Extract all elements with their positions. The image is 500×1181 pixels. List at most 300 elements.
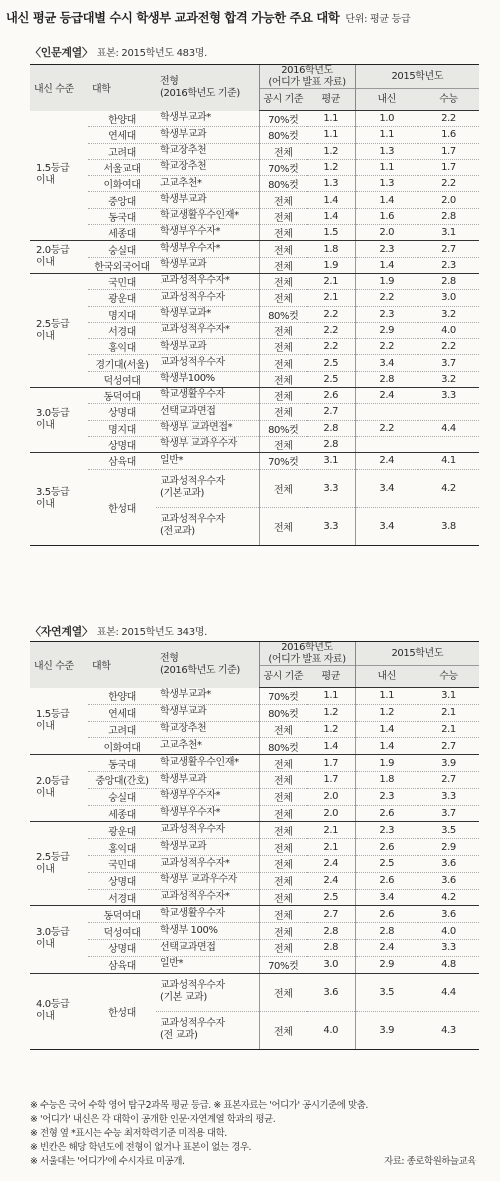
naesin-cell: 2.8	[355, 371, 418, 387]
admission-track-line: 학생부교과	[160, 193, 207, 205]
criterion-cell: 전체	[259, 507, 307, 545]
header-track-label: 전형	[160, 75, 179, 87]
admission-track	[156, 973, 259, 1011]
admission-track-line: 학생부교과	[160, 340, 207, 352]
university-name: 세종대	[88, 805, 156, 822]
admission-track-line: 학생부교과	[160, 706, 207, 718]
university-name: 연세대	[88, 704, 156, 721]
table-row	[30, 872, 479, 889]
naesin-cell: 2.2	[355, 420, 418, 436]
admission-track	[156, 225, 259, 241]
criterion-cell: 전체	[259, 721, 307, 738]
naesin-cell: 3.4	[355, 507, 418, 545]
admission-track-line: 학생부우수자*	[160, 790, 221, 802]
average-cell: 3.6	[307, 973, 355, 1011]
grade-level-line: 이내	[36, 330, 55, 342]
grade-level-line: 2.0등급	[36, 245, 70, 257]
admission-track	[156, 436, 259, 452]
grade-level	[30, 111, 88, 241]
criterion-cell: 70%컷	[259, 111, 307, 127]
section-head-natural	[30, 623, 207, 639]
university-name: 숭실대	[88, 241, 156, 257]
admission-track	[156, 721, 259, 738]
naesin-cell: 3.9	[355, 1011, 418, 1049]
suneung-cell: 4.8	[418, 956, 479, 973]
naesin-cell: 2.9	[355, 956, 418, 973]
naesin-cell	[355, 436, 418, 452]
average-cell: 1.4	[307, 192, 355, 208]
header-track-sub: (2016학년도 기준)	[160, 664, 240, 676]
header-suneung: 수능	[418, 89, 479, 111]
admission-track	[156, 241, 259, 257]
grade-level-line: 이내	[36, 420, 55, 432]
average-cell: 1.9	[307, 257, 355, 273]
average-cell: 1.2	[307, 143, 355, 159]
admission-track-line: 학생부교과	[160, 128, 207, 140]
naesin-cell: 2.3	[355, 822, 418, 839]
header-2016	[259, 65, 355, 89]
naesin-cell: 2.4	[355, 453, 418, 469]
suneung-cell: 3.1	[418, 688, 479, 705]
table-row	[30, 159, 479, 175]
average-cell: 2.1	[307, 839, 355, 856]
grade-level-line: 2.5등급	[36, 318, 70, 330]
admission-track	[156, 111, 259, 127]
suneung-cell: 3.7	[418, 805, 479, 822]
average-cell: 2.8	[307, 923, 355, 940]
criterion-cell: 전체	[259, 322, 307, 338]
admission-track-line: 교과성적우수자*	[160, 891, 230, 903]
admission-track-line: 학생부교과	[160, 259, 207, 271]
grade-level-line: 이내	[36, 863, 55, 875]
admission-track	[156, 404, 259, 420]
suneung-cell: 3.2	[418, 306, 479, 322]
average-cell: 1.5	[307, 225, 355, 241]
suneung-cell: 1.6	[418, 127, 479, 143]
university-name: 서경대	[88, 322, 156, 338]
admission-track-line: 학교생활우수자	[160, 389, 225, 401]
header-track	[156, 65, 259, 111]
naesin-cell: 2.0	[355, 225, 418, 241]
naesin-cell: 2.2	[355, 339, 418, 355]
criterion-cell: 전체	[259, 939, 307, 956]
section-sample: 표본: 2015학년도 343명.	[96, 627, 208, 638]
criterion-cell: 전체	[259, 923, 307, 940]
table-row	[30, 688, 479, 705]
criterion-cell: 전체	[259, 788, 307, 805]
admission-track-line: 고교추천*	[160, 177, 202, 189]
admission-track-line: 학생부우수자*	[160, 242, 221, 254]
university-name: 고려대	[88, 143, 156, 159]
table-row	[30, 388, 479, 404]
table-row	[30, 208, 479, 224]
suneung-cell: 4.3	[418, 1011, 479, 1049]
admission-track	[156, 688, 259, 705]
grade-level	[30, 755, 88, 822]
average-cell: 2.8	[307, 436, 355, 452]
criterion-cell: 80%컷	[259, 738, 307, 755]
admission-track	[156, 889, 259, 906]
suneung-cell: 2.8	[418, 273, 479, 289]
suneung-cell: 4.2	[418, 889, 479, 906]
naesin-cell: 2.6	[355, 839, 418, 856]
header-naesin: 내신	[355, 666, 418, 688]
table-row	[30, 839, 479, 856]
admission-track-line: 학생부교과	[160, 773, 207, 785]
suneung-cell: 4.4	[418, 420, 479, 436]
university-name: 상명대	[88, 436, 156, 452]
average-cell: 2.1	[307, 290, 355, 306]
university-name: 이화여대	[88, 176, 156, 192]
average-cell: 2.5	[307, 355, 355, 371]
criterion-cell: 전체	[259, 889, 307, 906]
grade-level-line: 2.5등급	[36, 851, 70, 863]
criterion-cell: 전체	[259, 257, 307, 273]
table-row	[30, 923, 479, 940]
table-row	[30, 771, 479, 788]
average-cell: 1.2	[307, 721, 355, 738]
section-title: 〈자연계열〉	[30, 625, 93, 638]
criterion-cell: 전체	[259, 973, 307, 1011]
university-name: 숭실대	[88, 788, 156, 805]
header-2015: 2015학년도	[355, 65, 479, 89]
university-name: 동국대	[88, 755, 156, 772]
source-credit: 자료: 종로학원하늘교육	[384, 1156, 476, 1167]
admission-track-line: 학교장추천	[160, 144, 207, 156]
naesin-cell: 1.1	[355, 688, 418, 705]
admission-track-line: 학생부 교과우수자	[160, 438, 237, 450]
admission-track	[156, 822, 259, 839]
average-cell: 2.4	[307, 872, 355, 889]
naesin-cell: 1.4	[355, 738, 418, 755]
table-row	[30, 755, 479, 772]
naesin-cell: 1.4	[355, 721, 418, 738]
admission-track	[156, 192, 259, 208]
footnote: ※ 서울대는 '어디가'에 수시자료 미공개.	[30, 1156, 185, 1167]
average-cell: 2.1	[307, 822, 355, 839]
criterion-cell: 전체	[259, 339, 307, 355]
admission-track	[156, 176, 259, 192]
table-row	[30, 956, 479, 973]
criterion-cell: 전체	[259, 755, 307, 772]
suneung-cell: 2.3	[418, 257, 479, 273]
table-row	[30, 339, 479, 355]
grade-level	[30, 973, 88, 1049]
suneung-cell: 2.7	[418, 738, 479, 755]
suneung-cell	[418, 404, 479, 420]
suneung-cell: 3.5	[418, 822, 479, 839]
admission-track-line: 학생부교과*	[160, 307, 211, 319]
suneung-cell: 3.3	[418, 939, 479, 956]
admission-track	[156, 738, 259, 755]
admission-track-line: (기본 교과)	[160, 992, 207, 1004]
admission-track	[156, 257, 259, 273]
average-cell: 4.0	[307, 1011, 355, 1049]
university-name: 한양대	[88, 688, 156, 705]
header-univ: 대학	[88, 642, 156, 688]
header-average: 평균	[307, 89, 355, 111]
grade-level	[30, 273, 88, 387]
table-row	[30, 889, 479, 906]
average-cell: 2.2	[307, 339, 355, 355]
table-row	[30, 257, 479, 273]
admission-track	[156, 906, 259, 923]
admission-table-humanities	[30, 64, 479, 546]
naesin-cell: 2.8	[355, 923, 418, 940]
admission-track-line: 교과성적우수자*	[160, 857, 230, 869]
header-2015: 2015학년도	[355, 642, 479, 666]
admission-track	[156, 755, 259, 772]
admission-track-line: 학교장추천	[160, 723, 207, 735]
naesin-cell: 2.3	[355, 788, 418, 805]
university-name: 서경대	[88, 889, 156, 906]
criterion-cell: 전체	[259, 805, 307, 822]
page-title: 내신 평균 등급대별 수시 학생부 교과전형 합격 가능한 주요 대학	[6, 11, 340, 25]
admission-track	[156, 143, 259, 159]
admission-track	[156, 956, 259, 973]
university-name: 명지대	[88, 420, 156, 436]
admission-track	[156, 306, 259, 322]
suneung-cell: 1.7	[418, 159, 479, 175]
average-cell: 3.0	[307, 956, 355, 973]
university-name: 국민대	[88, 273, 156, 289]
average-cell: 3.3	[307, 469, 355, 507]
naesin-cell: 1.1	[355, 159, 418, 175]
criterion-cell: 70%컷	[259, 688, 307, 705]
table-row	[30, 371, 479, 387]
admission-track	[156, 939, 259, 956]
criterion-cell: 80%컷	[259, 420, 307, 436]
university-name: 명지대	[88, 306, 156, 322]
grade-level	[30, 688, 88, 755]
header-2016-label: 2016학년도	[281, 65, 333, 76]
naesin-cell: 2.3	[355, 241, 418, 257]
header-2016	[259, 642, 355, 666]
university-name: 한국외국어대	[88, 257, 156, 273]
table-row	[30, 855, 479, 872]
naesin-cell: 2.2	[355, 290, 418, 306]
suneung-cell: 2.1	[418, 721, 479, 738]
admission-track	[156, 290, 259, 306]
header-suneung: 수능	[418, 666, 479, 688]
naesin-cell: 3.5	[355, 973, 418, 1011]
university-name: 동덕여대	[88, 388, 156, 404]
admission-track	[156, 339, 259, 355]
average-cell: 2.7	[307, 906, 355, 923]
table-row	[30, 436, 479, 452]
university-name: 상명대	[88, 872, 156, 889]
grade-level-line: 3.0등급	[36, 408, 70, 420]
table-row	[30, 306, 479, 322]
table-row	[30, 704, 479, 721]
suneung-cell: 3.6	[418, 855, 479, 872]
grade-level-line: 이내	[36, 498, 55, 510]
average-cell: 2.5	[307, 889, 355, 906]
suneung-cell: 2.2	[418, 176, 479, 192]
footnote: ※ 전형 옆 *표시는 수능 최저학력기준 미적용 대학.	[30, 1128, 227, 1139]
criterion-cell: 전체	[259, 192, 307, 208]
header-track-sub: (2016학년도 기준)	[160, 87, 240, 99]
criterion-cell: 전체	[259, 371, 307, 387]
grade-level	[30, 906, 88, 973]
table-row	[30, 469, 479, 507]
grade-level	[30, 453, 88, 545]
naesin-cell: 1.9	[355, 755, 418, 772]
average-cell: 2.2	[307, 322, 355, 338]
table-row	[30, 939, 479, 956]
table-row	[30, 355, 479, 371]
suneung-cell: 2.9	[418, 839, 479, 856]
admission-track	[156, 322, 259, 338]
average-cell: 3.1	[307, 453, 355, 469]
header-2016-label: 2016학년도	[281, 642, 333, 653]
university-name: 상명대	[88, 939, 156, 956]
grade-level-line: 이내	[36, 1011, 55, 1023]
admission-track	[156, 855, 259, 872]
naesin-cell: 2.4	[355, 388, 418, 404]
naesin-cell: 1.6	[355, 208, 418, 224]
university-name: 덕성여대	[88, 923, 156, 940]
suneung-cell: 4.4	[418, 973, 479, 1011]
grade-level-line: 2.0등급	[36, 776, 70, 788]
criterion-cell: 전체	[259, 273, 307, 289]
naesin-cell	[355, 404, 418, 420]
admission-track	[156, 127, 259, 143]
section-sample: 표본: 2015학년도 483명.	[96, 48, 208, 59]
admission-track	[156, 273, 259, 289]
naesin-cell: 2.3	[355, 306, 418, 322]
header-univ: 대학	[88, 65, 156, 111]
table-row	[30, 721, 479, 738]
average-cell: 2.2	[307, 306, 355, 322]
average-cell: 1.4	[307, 738, 355, 755]
average-cell: 1.4	[307, 208, 355, 224]
average-cell: 1.7	[307, 755, 355, 772]
title-row	[6, 8, 496, 26]
admission-track-line: 교과성적우수자	[160, 824, 225, 836]
footnote: ※ 수능은 국어 수학 영어 탐구2과목 평균 등급. ※ 표본자료는 '어디가' 공시기준에 맞춤.	[30, 1100, 368, 1111]
criterion-cell: 전체	[259, 469, 307, 507]
footnotes	[30, 1099, 480, 1169]
suneung-cell: 3.3	[418, 388, 479, 404]
grade-level-line: 이내	[36, 175, 55, 187]
criterion-cell: 전체	[259, 1011, 307, 1049]
criterion-cell: 80%컷	[259, 704, 307, 721]
suneung-cell: 3.9	[418, 755, 479, 772]
admission-track	[156, 872, 259, 889]
average-cell: 1.8	[307, 241, 355, 257]
suneung-cell: 3.6	[418, 872, 479, 889]
admission-track	[156, 371, 259, 387]
naesin-cell: 1.9	[355, 273, 418, 289]
admission-track	[156, 355, 259, 371]
suneung-cell: 2.2	[418, 111, 479, 127]
university-name: 광운대	[88, 822, 156, 839]
table-row	[30, 822, 479, 839]
grade-level-line: 이내	[36, 939, 55, 951]
suneung-cell: 2.1	[418, 704, 479, 721]
admission-track-line: 학교생활우수인재*	[160, 210, 239, 222]
admission-track	[156, 923, 259, 940]
average-cell: 2.4	[307, 855, 355, 872]
university-name: 삼육대	[88, 453, 156, 469]
admission-track-line: 교과성적우수자*	[160, 324, 230, 336]
naesin-cell: 1.3	[355, 176, 418, 192]
average-cell: 2.5	[307, 371, 355, 387]
admission-track-line: 교과성적우수자*	[160, 275, 230, 287]
criterion-cell: 전체	[259, 872, 307, 889]
naesin-cell: 2.9	[355, 322, 418, 338]
university-name: 국민대	[88, 855, 156, 872]
header-2016-sub: (어디가 발표 자료)	[268, 76, 346, 88]
university-name: 덕성여대	[88, 371, 156, 387]
header-track	[156, 642, 259, 688]
admission-track	[156, 704, 259, 721]
criterion-cell: 전체	[259, 822, 307, 839]
table-row	[30, 738, 479, 755]
criterion-cell: 전체	[259, 855, 307, 872]
admission-track-line: 학교생활우수자	[160, 908, 225, 919]
naesin-cell: 1.3	[355, 143, 418, 159]
admission-track	[156, 788, 259, 805]
table-row	[30, 805, 479, 822]
admission-track	[156, 469, 259, 507]
footnote: ※ 빈칸은 해당 학년도에 전형이 없거나 표본이 없는 경우.	[30, 1142, 252, 1153]
university-name: 삼육대	[88, 956, 156, 973]
admission-track	[156, 420, 259, 436]
admission-track-line: 선택교과면접	[160, 941, 216, 953]
admission-track-line: 일반*	[160, 958, 184, 970]
naesin-cell: 2.6	[355, 805, 418, 822]
criterion-cell: 80%컷	[259, 176, 307, 192]
university-name: 동국대	[88, 208, 156, 224]
table-row	[30, 273, 479, 289]
admission-track-line: (기본교과)	[160, 488, 205, 500]
university-name: 경기대(서울)	[88, 355, 156, 371]
section-head-humanities	[30, 44, 207, 60]
grade-level-line: 이내	[36, 257, 55, 269]
grade-level	[30, 822, 88, 906]
grade-level-line: 1.5등급	[36, 163, 70, 175]
admission-track-line: 교과성적우수자	[160, 291, 225, 303]
average-cell: 1.7	[307, 771, 355, 788]
suneung-cell: 2.7	[418, 241, 479, 257]
university-name: 동덕여대	[88, 906, 156, 923]
table-row	[30, 143, 479, 159]
header-2016-sub: (어디가 발표 자료)	[268, 653, 346, 665]
criterion-cell: 전체	[259, 404, 307, 420]
grade-level-line: 이내	[36, 720, 55, 732]
admission-track-line: 학생부100%	[160, 373, 215, 385]
suneung-cell: 4.2	[418, 469, 479, 507]
grade-level	[30, 241, 88, 274]
grade-level	[30, 388, 88, 453]
university-name: 이화여대	[88, 738, 156, 755]
table-row	[30, 420, 479, 436]
criterion-cell: 전체	[259, 388, 307, 404]
suneung-cell: 1.7	[418, 143, 479, 159]
suneung-cell: 4.0	[418, 322, 479, 338]
admission-track-line: 일반*	[160, 454, 184, 466]
average-cell: 2.8	[307, 420, 355, 436]
suneung-cell: 3.1	[418, 225, 479, 241]
university-name: 홍익대	[88, 339, 156, 355]
naesin-cell: 1.0	[355, 111, 418, 127]
average-cell: 2.0	[307, 788, 355, 805]
table-row	[30, 322, 479, 338]
header-level: 내신 수준	[30, 65, 88, 111]
criterion-cell: 전체	[259, 771, 307, 788]
